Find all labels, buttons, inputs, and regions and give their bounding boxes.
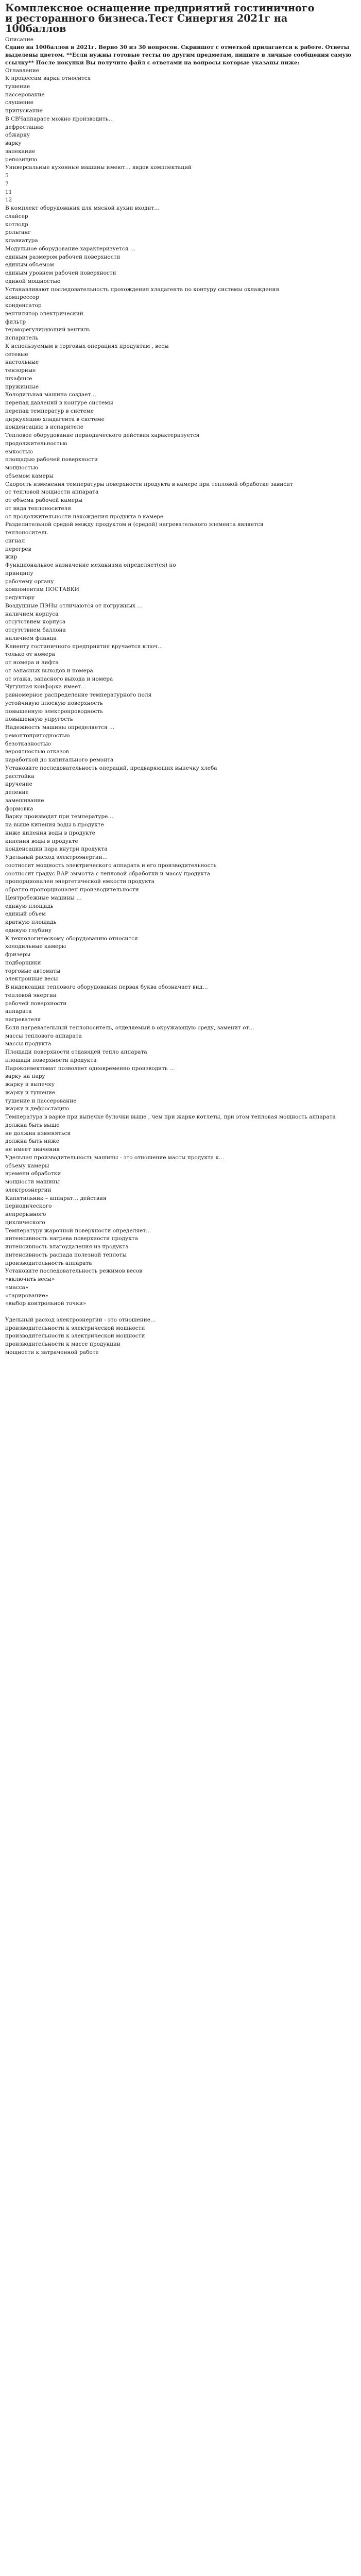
text-line: «включить весы» (5, 1276, 55, 1282)
text-line: Скорость изменения температуры поверхности продукта в камере при тепловой обработке зависит (5, 481, 293, 487)
text-line: сетевые (5, 351, 28, 358)
text-line: Функциональное назначение механизма определяет(ся) по (5, 562, 176, 568)
text-line: 7 (5, 180, 9, 187)
text-line: обратно пропорционален производительности (5, 887, 139, 893)
text-line: площади поверхности продукта (5, 1057, 97, 1063)
text-line: В индексации теплового оборудования первая буква обозначает вид… (5, 984, 208, 990)
text-line: интенсивность нагрева поверхности продукта (5, 1235, 138, 1242)
page-title (5, 3, 356, 34)
text-line: Кипятильник – аппарат… действия (5, 1195, 107, 1201)
text-line: мощности к затраченной работе (5, 1349, 99, 1355)
text-line: рольганг (5, 229, 31, 236)
text-line: дефростацию (5, 124, 44, 130)
text-line: тепловой энергии (5, 992, 57, 998)
text-line: единым уровнем рабочей поверхности (5, 270, 116, 276)
text-line: Температуру жарочной поверхности определяет… (5, 1227, 151, 1234)
page-title-line: Комплексное оснащение предприятий гостиничного (5, 2, 315, 14)
text-line: непрерывного (5, 1211, 46, 1217)
text-line: емкостью (5, 448, 33, 455)
text-line: электронные весы (5, 976, 58, 982)
text-line: кипения воды в продукте (5, 838, 78, 844)
text-line: расстойка (5, 773, 35, 779)
text-line: жарку и выпечку (5, 1081, 55, 1088)
text-line: холодильные камеры (5, 943, 66, 950)
text-line: перепад температур в системе (5, 408, 94, 414)
text-line: рабочей поверхности (5, 1000, 67, 1007)
text-line: интенсивность распада полезной теплоты (5, 1251, 127, 1258)
text-line: мощностью (5, 465, 39, 471)
text-line: «выбор контрольной точки» (5, 1300, 87, 1307)
text-line: единой мощностью (5, 278, 61, 284)
text-line: повышенную упругость (5, 716, 73, 723)
text-line: объему камеры (5, 1162, 49, 1169)
text-line: наличием корпуса (5, 611, 59, 617)
text-line: Холодильная машина создает… (5, 392, 96, 398)
text-line: Клиенту гостиничного предприятия вручается ключ… (5, 643, 163, 650)
table-of-contents-heading: Оглавление (5, 67, 40, 74)
text-line: варку на пару (5, 1073, 45, 1080)
text-line: Воздушные ПЭНы отличаются от погружных … (5, 602, 143, 609)
text-line: единым объемом (5, 262, 54, 268)
text-line: соотносит мощность электрического аппарата и его производительность (5, 862, 217, 869)
text-line: конденсации пара внутри продукта (5, 846, 108, 853)
text-line: Чугунная конфорка имеет… (5, 684, 87, 690)
text-line: не должна изменяться (5, 1130, 71, 1137)
text-line: компрессор (5, 294, 39, 301)
text-line: Установите последовательность операций, предваряющих выпечку хлеба (5, 765, 217, 771)
text-line: единую площадь (5, 903, 54, 909)
text-line: отсутствием баллона (5, 627, 66, 633)
text-line: котлодр (5, 221, 28, 228)
text-line: от объема рабочей камеры (5, 497, 83, 503)
text-line: от продолжительности нахождения продукта в камере (5, 513, 164, 520)
text-line: массы продукта (5, 1041, 51, 1047)
text-line: ниже кипения воды в продукте (5, 829, 95, 836)
text-line: аппарата (5, 1008, 32, 1015)
text-line: обжарку (5, 132, 30, 139)
description-label: Описание (5, 37, 33, 43)
text-line: жарку и тушение (5, 1089, 56, 1096)
text-line: продолжительностью (5, 440, 67, 447)
description-block (5, 36, 356, 75)
text-line: Варку производят при температуре… (5, 814, 113, 820)
text-line: наработкой до капитального ремонта (5, 757, 114, 763)
text-line: устойчивую плоскую поверхность (5, 700, 103, 706)
text-line: В СВЧаппарате можно производить… (5, 115, 114, 122)
text-line: терморегулирующий вентиль (5, 327, 90, 333)
text-line: Пароконвектомат позволяет одновременно производить … (5, 1065, 175, 1072)
text-line: В комплект оборудования для мясной кухни входит… (5, 205, 160, 211)
text-line: клавиатура (5, 238, 38, 244)
text-line: репозицию (5, 156, 37, 163)
text-line: компонентам ПОСТАВКИ (5, 586, 79, 593)
text-line: торговые автоматы (5, 968, 61, 974)
text-line: кручение (5, 781, 32, 788)
text-line: Установите последовательность режимов весов (5, 1268, 143, 1275)
text-line: жир (5, 554, 18, 561)
text-line: вентилятор электрический (5, 310, 83, 317)
text-line: времени обработки (5, 1171, 61, 1177)
text-line: циклического (5, 1219, 45, 1226)
text-line: массы теплового аппарата (5, 1032, 82, 1039)
text-line: тензорные (5, 367, 36, 374)
questions-list (5, 75, 356, 1357)
text-line: производительность аппарата (5, 1260, 92, 1266)
text-line: 12 (5, 197, 12, 204)
text-line: Разделительной средой между продуктом и (средой) нагревательного элемента является (5, 521, 264, 528)
text-line: Устанавливают последовательность прохождения хладагента по контуру системы охлаждения (5, 286, 280, 293)
text-line: жарку и дефростацию (5, 1106, 69, 1112)
text-line: от вида теплоносителя (5, 505, 71, 512)
text-line: Удельный расход электроэнергии… (5, 854, 108, 860)
text-line: электроэнергии (5, 1187, 51, 1193)
text-line: наличием фланца (5, 635, 57, 641)
text-line: должна быть ниже (5, 1138, 60, 1145)
text-line: Центробежные машины … (5, 894, 82, 901)
page-title-line: 100баллов (5, 23, 66, 35)
text-line: К технологическому оборудованию относится (5, 935, 138, 942)
text-line: безотказностью (5, 740, 51, 747)
text-line: принципу (5, 570, 33, 577)
text-line: Температура в варке при выпечке булочки выше , чем при жарке котлеты, при этом тепловая мощность аппарата (5, 1114, 336, 1120)
text-line: от номера и лифта (5, 659, 59, 666)
text-line: К используемым в торговых операциях продуктам , весы (5, 343, 169, 349)
text-line: «тарирование» (5, 1292, 49, 1299)
text-line: Универсальные кухонные машины имеют… видов комплектаций (5, 164, 192, 171)
text-line: пассерование (5, 91, 45, 98)
text-line: «масса» (5, 1284, 29, 1291)
text-line: производительности к электрической мощности (5, 1333, 145, 1340)
text-line: отсутствием корпуса (5, 619, 66, 625)
text-line: нагревателя (5, 1016, 41, 1023)
text-line: на выше кипения воды в продукте (5, 822, 104, 828)
text-line: конденсацию в испарителе (5, 424, 83, 431)
text-line: пропорционален энергетической емкости продукта (5, 878, 154, 885)
text-line: сигнал (5, 537, 25, 544)
text-line: только от номера (5, 651, 55, 658)
text-line: циркуляцию хладагента в системе (5, 416, 105, 422)
text-line: производительности к массе продукции (5, 1341, 121, 1347)
text-line: повышенную электропроводность (5, 708, 103, 715)
text-line: Если нагревательный теплоноситель, отделяемый в окружающую среду, заменит от… (5, 1024, 254, 1031)
text-line: единым размером рабочей поверхности (5, 253, 121, 260)
text-line: слайсер (5, 213, 28, 219)
text-line: деление (5, 789, 29, 795)
text-line: Модульное оборудование характеризуется … (5, 245, 136, 252)
text-line: от тепловой мощности аппарата (5, 489, 99, 496)
text-line: перепад давлений в контуре системы (5, 400, 113, 406)
text-line: Тепловое оборудование периодического действия характеризуется (5, 432, 200, 438)
text-line: кратную площадь (5, 919, 57, 925)
text-line: тушение (5, 83, 30, 90)
text-line: мощности машины (5, 1179, 60, 1185)
text-line: К процессам варки относится (5, 75, 91, 81)
text-line: ремонтопригодностью (5, 732, 70, 739)
text-line: единый объем (5, 911, 46, 918)
text-line: площадью рабочей поверхности (5, 456, 98, 463)
text-line: припускание (5, 108, 43, 114)
text-line: шкафные (5, 375, 32, 382)
text-line: вероятностью отказов (5, 749, 69, 755)
description-text: Сдано на 100баллов в 2021г. Верно 30 из 30 вопросов. Скриншот с отметкой прилагается к работе. Ответы выделены цветом. **Если нужны готовые тесты по другим предметам, пишите в личные сообщения самую ссылку** После покупки Вы получите файл с ответами на вопросы которые указаны ниже: (5, 44, 352, 66)
text-line: Удельный расход электроэнергии - это отношение… (5, 1316, 156, 1323)
text-line: перегрев (5, 546, 31, 552)
text-line: испаритель (5, 335, 39, 341)
text-line: фильтр (5, 318, 26, 325)
text-line: замешивание (5, 797, 44, 804)
text-line: настольные (5, 359, 39, 366)
text-line: соотносит градус ВАР эммотта с тепловой обработки и массу продукта (5, 870, 210, 877)
page-title-line: и ресторанного бизнеса.Тест Синергия 2021г на (5, 12, 288, 24)
text-line: варку (5, 140, 22, 146)
text-line: Удельная производительность машины - это отношение массы продукта к… (5, 1154, 225, 1161)
text-line: Площади поверхности отдающей тепло аппарата (5, 1049, 147, 1055)
text-line: рабочему органу (5, 578, 54, 585)
text-line: интенсивность влагоудаления из продукта (5, 1244, 129, 1250)
text-line: конденсатор (5, 302, 42, 309)
text-line: единую глубину (5, 927, 52, 934)
text-line: 5 (5, 173, 9, 179)
text-line: пружинные (5, 383, 39, 390)
text-line: не имеет значения (5, 1146, 60, 1153)
text-line: периодического (5, 1203, 52, 1210)
text-line: объемом камеры (5, 472, 54, 479)
text-line: запекание (5, 148, 36, 155)
text-line: от этажа, запасного выхода и номера (5, 675, 113, 682)
text-line: теплоноситель (5, 530, 48, 536)
text-line: подборщики (5, 959, 41, 966)
text-line: от запасных выходов и номера (5, 667, 93, 674)
text-line: формовка (5, 805, 33, 812)
text-line: редуктору (5, 595, 35, 601)
text-line: Надежность машины определяется … (5, 724, 115, 731)
text-line: равномерное распределение температурного поля (5, 692, 152, 698)
text-line: 11 (5, 189, 12, 195)
text-line: должна быть выше (5, 1122, 60, 1128)
text-line: слушение (5, 99, 33, 106)
text-line (5, 1308, 356, 1316)
text-line: производительности к электрической мощности (5, 1325, 145, 1331)
text-line: фризеры (5, 952, 30, 958)
text-line: тушение и пассерование (5, 1097, 77, 1104)
